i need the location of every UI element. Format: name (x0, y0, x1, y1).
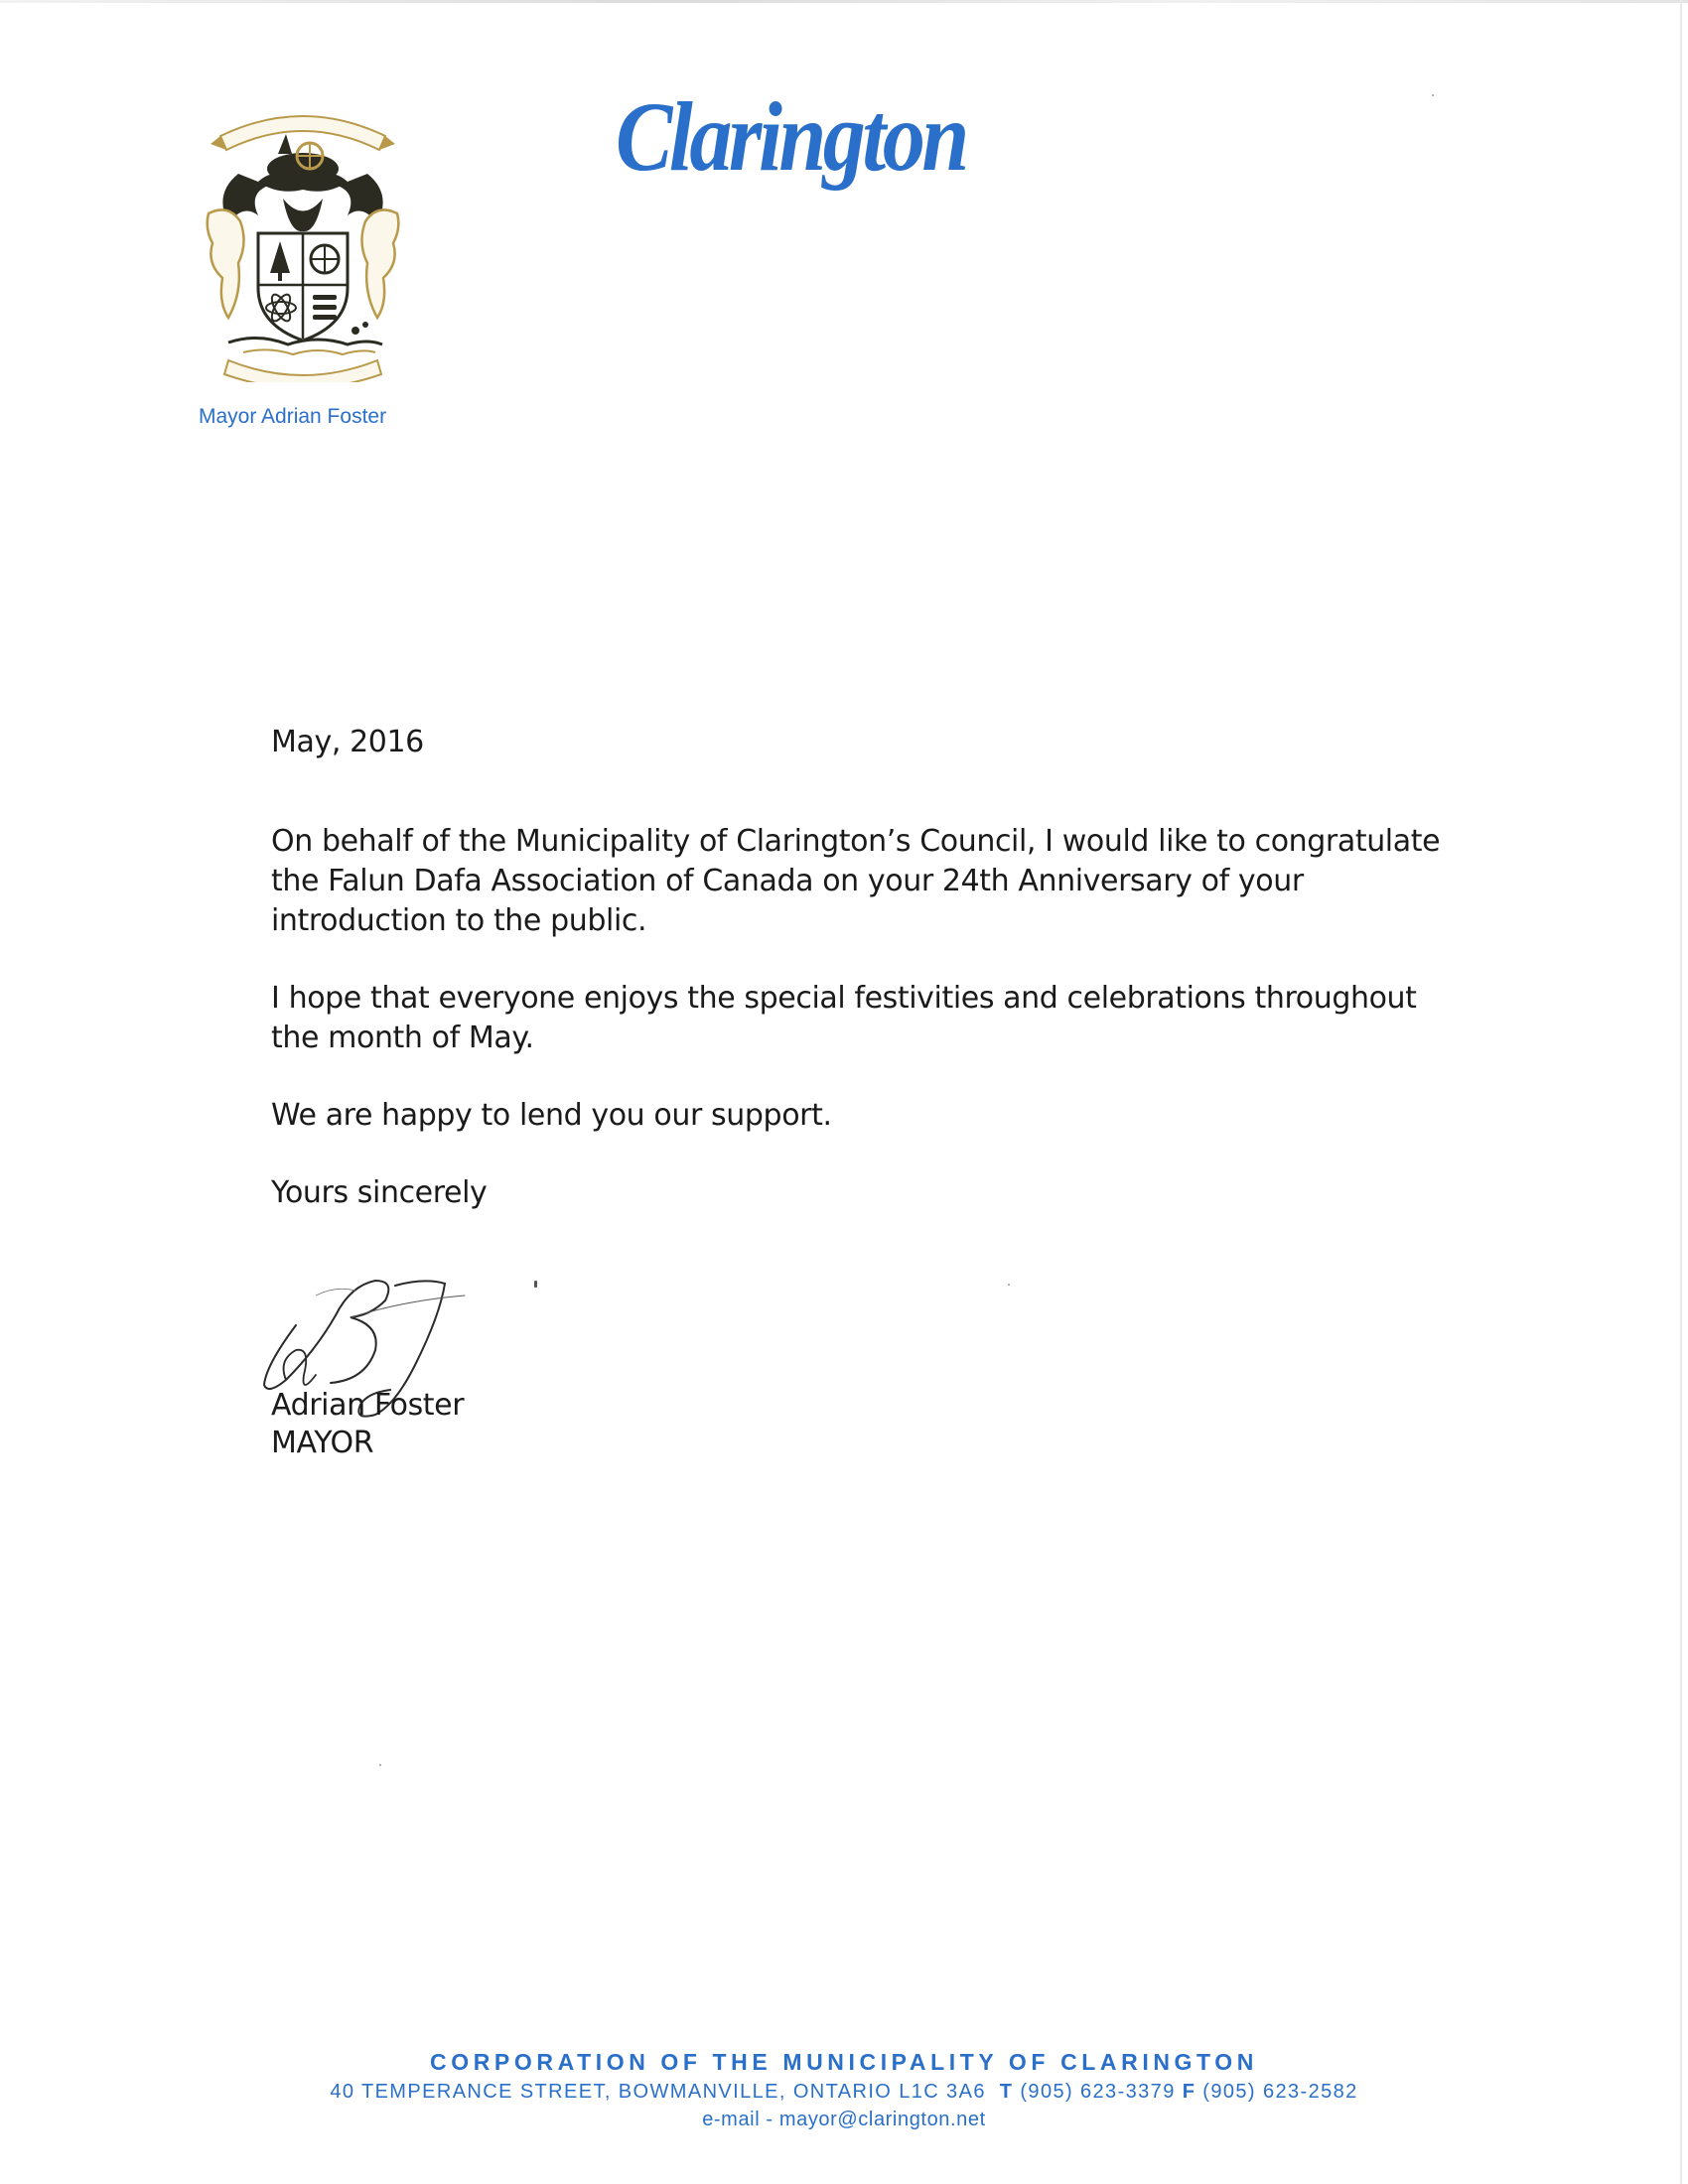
footer-address-line (0, 2078, 1688, 2106)
footer-phone-label: T (999, 2081, 1014, 2103)
scan-edge-top (0, 0, 1688, 3)
coat-of-arms-icon (199, 104, 407, 382)
signer-name: Adrian Foster (271, 1388, 465, 1423)
scan-speck (1432, 94, 1434, 96)
footer-address: 40 TEMPERANCE STREET, BOWMANVILLE, ONTARIO L1C 3A6 (330, 2081, 986, 2103)
scan-edge-right (1680, 0, 1682, 2184)
letter-paragraph-2: I hope that everyone enjoys the special festivities and celebrations throughout the month of May. (271, 981, 1417, 1055)
letterhead-footer (0, 2047, 1688, 2133)
letter-date: May, 2016 (271, 725, 424, 759)
signature-block (271, 1387, 464, 1462)
mayor-name-header: Mayor Adrian Foster (199, 405, 387, 428)
letter-body (271, 723, 1443, 1213)
scan-speck (379, 1764, 381, 1766)
footer-phone: (905) 623-3379 (1020, 2081, 1176, 2103)
scan-speck (534, 1281, 537, 1288)
clarington-wordmark: Clarington (616, 81, 966, 192)
letter-closing: Yours sincerely (271, 1175, 488, 1210)
footer-email: e-mail - mayor@clarington.net (702, 2109, 986, 2130)
scan-speck (1008, 1284, 1010, 1286)
footer-fax-label: F (1182, 2081, 1196, 2103)
letter-paragraph-3: We are happy to lend you our support. (271, 1098, 832, 1133)
footer-fax: (905) 623-2582 (1202, 2081, 1358, 2103)
signer-title: MAYOR (271, 1426, 374, 1460)
footer-organization: CORPORATION OF THE MUNICIPALITY OF CLARINGTON (430, 2049, 1258, 2075)
letter-paragraph-1: On behalf of the Municipality of Clarington’s Council, I would like to congratulate the Falun Dafa Association of Canada on your 24th Anniversary of your introduction to the public. (271, 824, 1441, 938)
